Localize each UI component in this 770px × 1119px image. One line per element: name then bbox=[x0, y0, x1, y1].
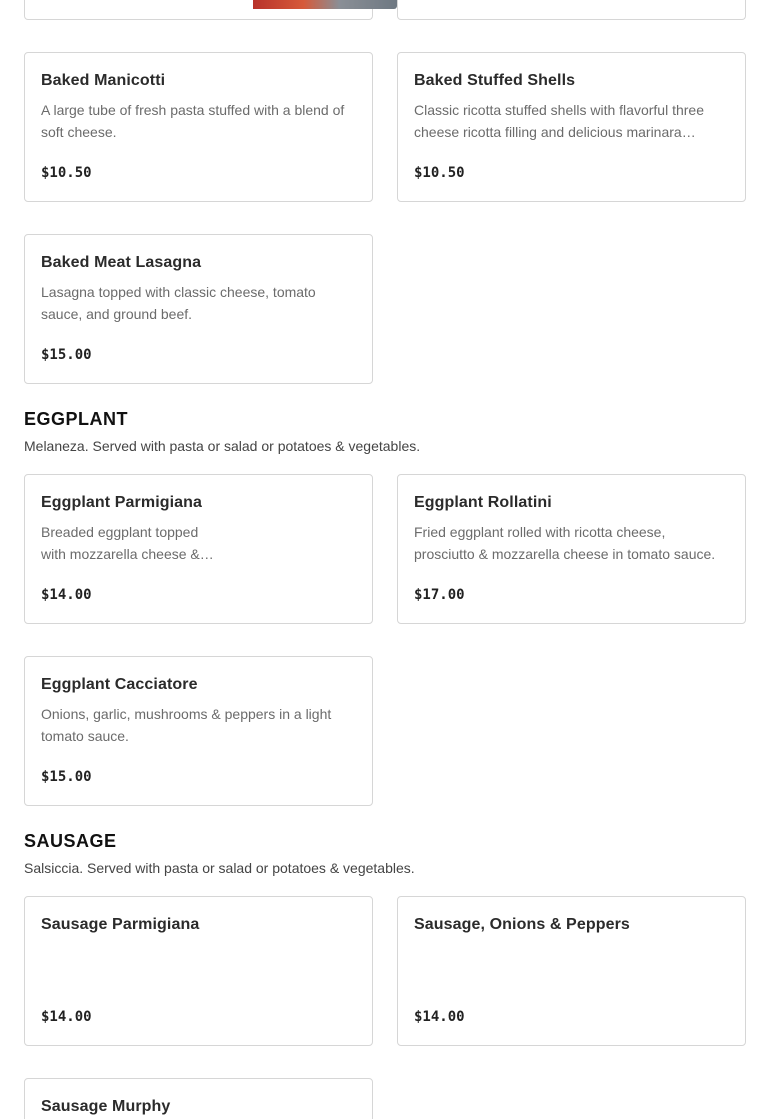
menu-item-price: $14.00 bbox=[414, 1009, 465, 1025]
menu-item-price: $15.00 bbox=[41, 347, 92, 363]
menu-item-name: Sausage, Onions & Peppers bbox=[414, 916, 630, 933]
menu-item-name: Sausage Murphy bbox=[41, 1098, 171, 1115]
menu-item-name: Baked Manicotti bbox=[41, 72, 166, 89]
menu-item-card[interactable] bbox=[24, 474, 373, 624]
menu-item-description: Lasagna topped with classic cheese, tomato sauce, and ground beef. bbox=[41, 284, 316, 322]
menu-item-name: Sausage Parmigiana bbox=[41, 916, 200, 933]
menu-item-description: Fried eggplant rolled with ricotta cheese, prosciutto & mozzarella cheese in tomato sauce. bbox=[414, 524, 716, 562]
menu-item-name: Eggplant Parmigiana bbox=[41, 494, 203, 511]
menu-item-description: Onions, garlic, mushrooms & peppers in a light tomato sauce. bbox=[41, 706, 332, 744]
menu-item-card[interactable] bbox=[24, 656, 373, 806]
menu-item-card-partial[interactable] bbox=[397, 0, 746, 20]
section-subtitle: Melaneza. Served with pasta or salad or potatoes & vegetables. bbox=[24, 438, 421, 454]
menu-item-card[interactable] bbox=[397, 896, 746, 1046]
menu-item-photo bbox=[253, 0, 397, 9]
menu-item-card[interactable] bbox=[24, 234, 373, 384]
menu-item-description: A large tube of fresh pasta stuffed with a blend of soft cheese. bbox=[41, 102, 345, 140]
menu-item-name: Eggplant Cacciatore bbox=[41, 676, 198, 693]
menu-item-price: $14.00 bbox=[41, 1009, 92, 1025]
menu-item-card[interactable] bbox=[24, 896, 373, 1046]
menu-item-description: Classic ricotta stuffed shells with flavorful three cheese ricotta filling and delicious marinara… bbox=[414, 102, 704, 140]
section-title: SAUSAGE bbox=[24, 831, 117, 851]
menu-item-price: $10.50 bbox=[41, 165, 92, 181]
menu-item-card-partial[interactable] bbox=[24, 0, 373, 20]
menu-item-name: Baked Meat Lasagna bbox=[41, 254, 202, 271]
menu-item-price: $10.50 bbox=[414, 165, 465, 181]
menu-item-name: Baked Stuffed Shells bbox=[414, 72, 576, 89]
menu-item-card[interactable] bbox=[24, 1078, 373, 1119]
menu-item-card[interactable] bbox=[397, 52, 746, 202]
menu-item-price: $14.00 bbox=[41, 587, 92, 603]
menu-item-price: $15.00 bbox=[41, 769, 92, 785]
menu-item-description: Breaded eggplant topped with mozzarella cheese &… bbox=[41, 524, 214, 562]
menu-item-card[interactable] bbox=[24, 52, 373, 202]
menu-item-name: Eggplant Rollatini bbox=[414, 494, 552, 511]
menu-item-price: $17.00 bbox=[414, 587, 465, 603]
menu-item-card[interactable] bbox=[397, 474, 746, 624]
section-subtitle: Salsiccia. Served with pasta or salad or potatoes & vegetables. bbox=[24, 860, 415, 876]
section-title: EGGPLANT bbox=[24, 409, 129, 429]
